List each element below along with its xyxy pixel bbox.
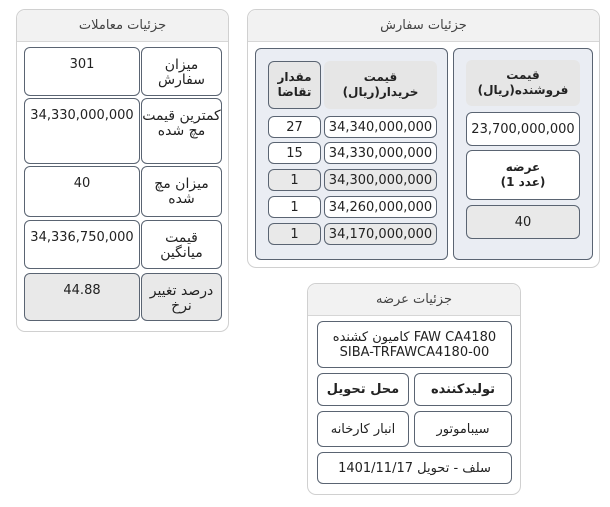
buyer-qty-1: 27 <box>268 116 321 138</box>
offer-unit: (1 عدد) <box>500 175 546 189</box>
delivery-location-value: انبار کارخانه <box>317 411 409 447</box>
matched-amount-label: میزان مچ شده <box>141 166 222 217</box>
offer-label: عرضه <box>505 160 541 174</box>
buyer-price-4: 34,260,000,000 <box>324 196 437 218</box>
transactions-title: جزئیات معاملات <box>17 10 228 42</box>
product-code: SIBA-TRFAWCA4180-00 <box>339 345 490 360</box>
buyer-price-3: 34,300,000,000 <box>324 169 437 191</box>
order-amount-label: میزان سفارش <box>141 47 222 96</box>
producer-value: سیباموتور <box>414 411 512 447</box>
product-name-box <box>317 321 512 368</box>
demand-quantity-header: مقدار تقاضا <box>268 61 321 109</box>
buyer-qty-3: 1 <box>268 169 321 191</box>
buyer-price-header: قیمت خریدار(ریال) <box>324 61 437 109</box>
seller-price-header: قیمت فروشنده(ریال) <box>466 60 580 106</box>
buyer-price-5: 34,170,000,000 <box>324 223 437 245</box>
buyer-qty-2: 15 <box>268 142 321 164</box>
order-amount-value: 301 <box>24 47 140 96</box>
rate-change-value: 44.88 <box>24 273 140 321</box>
order-title: جزئیات سفارش <box>248 10 599 42</box>
buyer-price-1: 34,340,000,000 <box>324 116 437 138</box>
producer-header: تولیدکننده <box>414 373 512 406</box>
lowest-matched-price-value: 34,330,000,000 <box>24 98 140 164</box>
average-price-value: 34,336,750,000 <box>24 220 140 269</box>
buyer-qty-4: 1 <box>268 196 321 218</box>
product-name: کامیون کشنده FAW CA4180 <box>332 330 497 345</box>
buyer-price-2: 34,330,000,000 <box>324 142 437 164</box>
delivery-location-header: محل تحویل <box>317 373 409 406</box>
offer-value: 40 <box>466 205 580 239</box>
seller-price-value: 23,700,000,000 <box>466 112 580 146</box>
average-price-label: قیمت میانگین <box>141 220 222 269</box>
supply-title: جزئیات عرضه <box>308 284 520 316</box>
offer-box <box>466 150 580 200</box>
delivery-terms: سلف - تحویل 1401/11/17 <box>317 452 512 484</box>
rate-change-label: درصد تغییر نرخ <box>141 273 222 321</box>
matched-amount-value: 40 <box>24 166 140 217</box>
lowest-matched-price-label: کمترین قیمت مچ شده <box>141 98 222 164</box>
buyer-qty-5: 1 <box>268 223 321 245</box>
